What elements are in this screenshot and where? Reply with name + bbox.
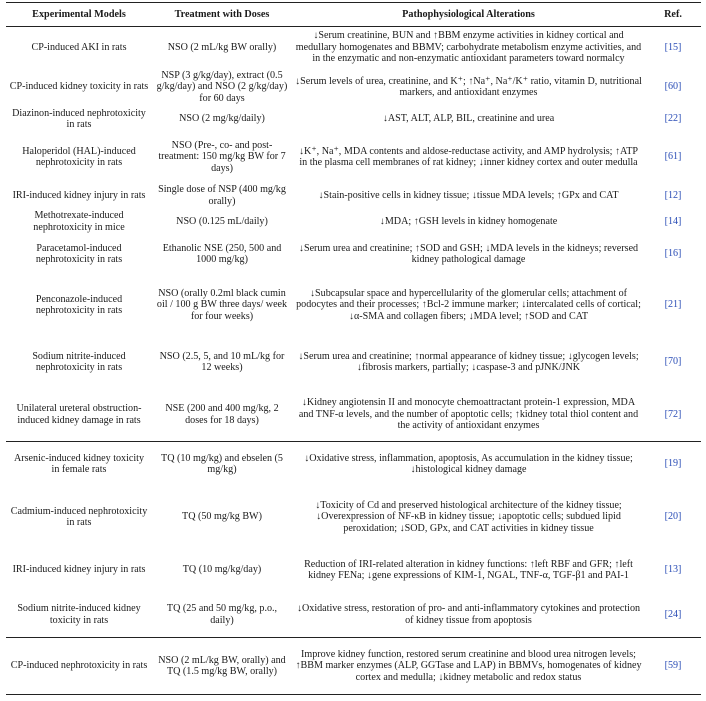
reference-link[interactable]: [61] [664,151,682,163]
reference-link[interactable]: [21] [664,299,682,311]
treatment-cell: Ethanolic NSE (250, 500 and 1000 mg/kg) [162,242,282,265]
table-row [6,27,701,69]
reference-link[interactable]: [72] [664,408,682,420]
reference-link[interactable]: [13] [664,564,682,576]
table-row [6,638,701,695]
table-row [6,106,701,132]
alterations-cell: ↓Oxidative stress, inflammation, apoptosis, As accumulation in the kidney tissue; ↓histological kidney damage [292,442,645,487]
experimental-model-cell: IRI-induced kidney injury in rats [12,189,146,201]
experimental-model-cell: Sodium nitrite-induced kidney toxicity in rats [17,603,141,626]
experimental-model-cell: Sodium nitrite-induced nephrotoxicity in rats [32,350,126,373]
treatment-cell: TQ (10 mg/kg) and ebselen (5 mg/kg) [152,442,292,487]
table-row [6,68,701,106]
treatment-cell: TQ (10 mg/kg/day) [182,564,262,576]
alterations-cell: ↓AST, ALT, ALP, BIL, creatinine and urea [382,113,555,125]
table-row [6,388,701,442]
treatment-cell: NSE (200 and 400 mg/kg, 2 doses for 18 days) [165,403,279,426]
treatment-cell: NSO (2 mL/kg BW, orally) and TQ (1.5 mg/kg BW, orally) [152,638,292,695]
reference-link[interactable]: [15] [664,41,682,53]
alterations-cell: ↓Kidney angiotensin II and monocyte chemoattractant protein-1 expression, MDA and TNF-α levels, and the number of apoptotic cells; ↑kidney total thiol content and the activity of antioxidant enzymes [298,397,639,432]
table-body [6,27,701,695]
alterations-cell: ↓Stain-positive cells in kidney tissue; ↓tissue MDA levels; ↑GPx and CAT [318,189,619,201]
alterations-cell: ↓Serum urea and creatinine; ↑SOD and GSH; ↓MDA levels in the kidneys; reversed kidney pathological damage [298,242,639,265]
reference-link[interactable]: [16] [664,248,682,260]
table-row [6,132,701,182]
treatment-cell: NSO (Pre-, co- and post-treatment: 150 mg/kg BW for 7 days) [158,139,286,174]
reference-link[interactable]: [20] [664,511,682,523]
treatment-cell: NSO (2.5, 5, and 10 mL/kg for 12 weeks) [159,350,285,373]
treatment-cell: NSP (3 g/kg/day), extract (0.5 g/kg/day) and NSO (2 g/kg/day) for 60 days [156,69,288,104]
table-row [6,274,701,336]
reference-link[interactable]: [14] [664,215,682,227]
table-row [6,592,701,638]
alterations-cell: ↓Oxidative stress, restoration of pro- and anti-inflammatory cytokines and protection of kidney tissue from apoptosis [296,603,641,626]
reference-link[interactable]: [19] [645,442,701,487]
treatment-cell: TQ (25 and 50 mg/kg, p.o., daily) [166,603,278,626]
experimental-model-cell: IRI-induced kidney injury in rats [12,564,146,576]
experimental-model-cell: CP-induced kidney toxicity in rats [9,81,149,93]
alterations-cell: ↓Serum urea and creatinine; ↑normal appearance of kidney tissue; ↓glycogen levels; ↓fibrosis markers, partially; ↓caspase-3 and pJNK/JNK [298,350,639,373]
experimental-model-cell: Methotrexate-induced nephrotoxicity in mice [33,210,125,233]
treatment-cell: NSO (2 mg/kg/daily) [179,113,265,125]
reference-link[interactable]: [60] [664,81,682,93]
alterations-cell: ↓MDA; ↑GSH levels in kidney homogenate [379,215,558,227]
experimental-model-cell: Diazinon-induced nephrotoxicity in rats [12,107,146,130]
alterations-cell: ↓Toxicity of Cd and preserved histological architecture of the kidney tissue; ↓Overexpression of NF-κB in kidney tissue; ↓apoptotic cells; subdued lipid peroxidation; ↓SOD, GPx, and CAT activities in kidney tissue [315,499,622,534]
experimental-model-cell: Arsenic-induced kidney toxicity in female rats [6,442,152,487]
treatment-cell: TQ (50 mg/kg BW) [182,511,262,523]
reference-link[interactable]: [24] [664,608,682,620]
treatment-cell: NSO (orally 0.2ml black cumin oil / 100 g BW three days/ week for four weeks) [156,287,288,322]
alterations-cell: Improve kidney function, restored serum creatinine and blood urea nitrogen levels; ↑BBM marker enzymes (ALP, GGTase and LAP) in BBMVs, homogenates of kidney cortex and medulla; ↓kidney metabolic and redox status [292,638,645,695]
header-pathophysiological-alterations: Pathophysiological Alterations [292,3,645,27]
table-row [6,209,701,234]
header-treatment-with-doses: Treatment with Doses [152,3,292,27]
reference-link[interactable]: [59] [645,638,701,695]
header-experimental-models: Experimental Models [6,3,152,27]
experimental-model-cell: CP-induced AKI in rats [31,41,127,53]
experimental-model-cell: Penconazole-induced nephrotoxicity in rats [35,293,123,316]
header-ref: Ref. [645,3,701,27]
experimental-model-cell: Haloperidol (HAL)-induced nephrotoxicity in rats [22,145,136,168]
treatment-cell: NSO (0.125 mL/daily) [176,215,268,227]
alterations-cell: ↓Subcapsular space and hypercellularity of the glomerular cells; attachment of podocytes and their processes; ↑Bcl-2 immune marker; ↓intercalated cells of cortical; ↓α-SMA and collagen fibers; ↓MDA level; ↑SOD and CAT [296,287,641,322]
alterations-cell: Reduction of IRI-related alteration in kidney functions: ↑left RBF and GFR; ↑left kidney FENa; ↓gene expressions of KIM-1, NGAL, TNF-α, TGF-β1 and PAI-1 [304,558,633,581]
table-header-row [6,3,701,27]
reference-link[interactable]: [70] [664,356,682,368]
alterations-cell: ↓Serum creatinine, BUN and ↑BBM enzyme activities in kidney cortical and medullary homogenates and BBMV; carbohydrate metabolism enzyme activities, and in the enzymatic and non-enzymatic antioxidant parameters toward normalcy [295,30,642,65]
experimental-model-cell: Cadmium-induced nephrotoxicity in rats [10,505,148,528]
experimental-model-cell: Unilateral ureteral obstruction-induced kidney damage in rats [16,403,142,426]
table-row [6,486,701,548]
table-row [6,182,701,209]
data-table [6,2,701,695]
experimental-model-cell: Paracetamol-induced nephrotoxicity in rats [35,242,123,265]
treatment-cell: Single dose of NSP (400 mg/kg orally) [158,184,286,207]
table-row [6,234,701,274]
treatment-cell: NSO (2 mL/kg BW orally) [167,41,277,53]
table-row [6,336,701,388]
table-row [6,548,701,592]
reference-link[interactable]: [12] [664,189,682,201]
experimental-model-cell: CP-induced nephrotoxicity in rats [6,638,152,695]
table-row [6,442,701,487]
alterations-cell: ↓K⁺, Na⁺, MDA contents and aldose-reductase activity, and AMP hydrolysis; ↑ATP in the plasma cell membranes of rat kidney; ↓inner kidney cortex and outer medulla [298,145,639,168]
alterations-cell: ↓Serum levels of urea, creatinine, and K⁺; ↑Na⁺, Na⁺/K⁺ ratio, vitamin D, nutritional markers, and antioxidant enzymes [295,75,642,98]
reference-link[interactable]: [22] [664,113,682,125]
